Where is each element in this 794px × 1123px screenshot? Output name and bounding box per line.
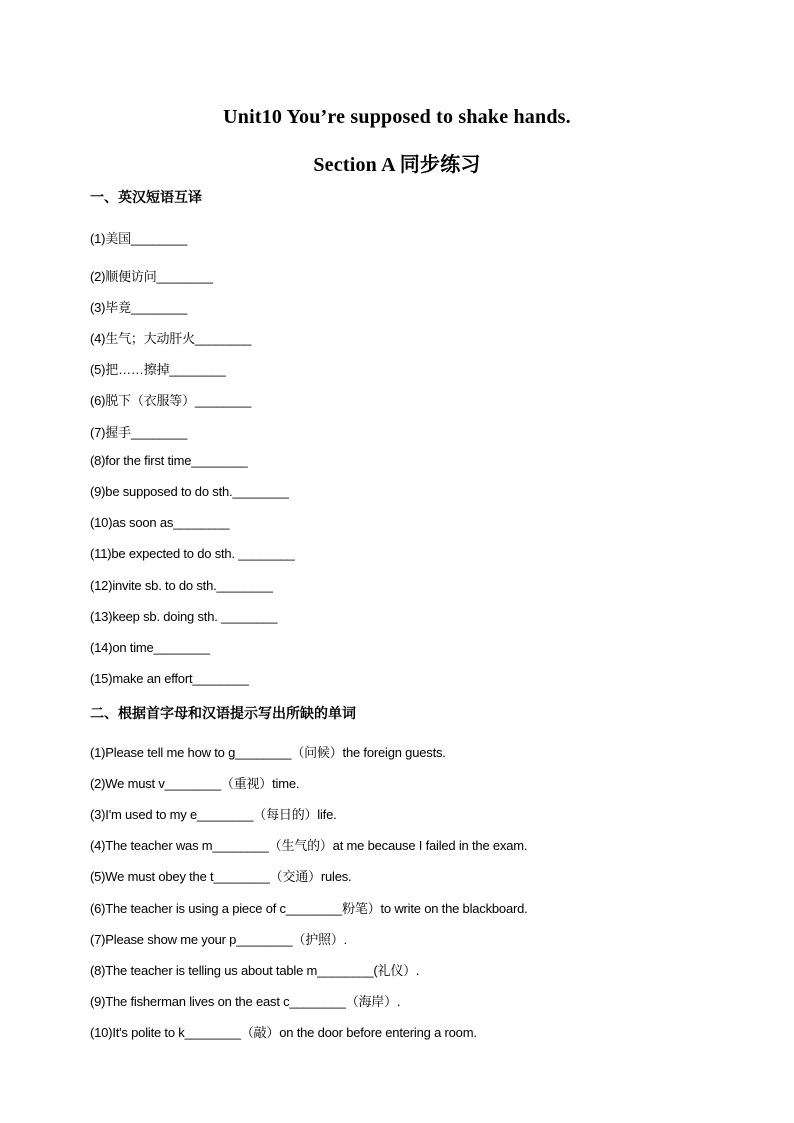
exercise-item: (12)invite sb. to do sth.________: [90, 578, 273, 593]
section-heading-phrases: 一、英汉短语互译: [90, 190, 202, 206]
exercise-item: (7)握手________: [90, 425, 188, 440]
exercise-item: (13)keep sb. doing sth. ________: [90, 609, 278, 624]
exercise-item: (4)生气；大动肝火________: [90, 331, 252, 346]
exercise-item: (1)Please tell me how to g________（问候）the foreign guests.: [90, 745, 446, 760]
exercise-item: (9)The fisherman lives on the east c________（海岸）.: [90, 994, 401, 1009]
exercise-item: (6)The teacher is using a piece of c________粉笔）to write on the blackboard.: [90, 901, 528, 916]
exercise-item: (3)毕竟________: [90, 300, 188, 315]
exercise-item: (3)I'm used to my e________（每日的）life.: [90, 807, 337, 822]
exercise-item: (1)美国________: [90, 231, 188, 246]
exercise-item: (11)be expected to do sth. ________: [90, 546, 295, 561]
exercise-item: (5)把……擦掉________: [90, 362, 226, 377]
exercise-item: (2)顺便访问________: [90, 269, 213, 284]
exercise-item: (8)The teacher is telling us about table m________(礼仪）.: [90, 963, 420, 978]
section-heading-fill-in: 二、根据首字母和汉语提示写出所缺的单词: [90, 706, 356, 722]
page-title: Unit10 You’re supposed to shake hands.: [223, 106, 571, 128]
exercise-item: (6)脱下（衣服等）________: [90, 393, 252, 408]
exercise-item: (5)We must obey the t________（交通）rules.: [90, 869, 352, 884]
exercise-item: (2)We must v________（重视）time.: [90, 776, 300, 791]
exercise-item: (7)Please show me your p________（护照）.: [90, 932, 348, 947]
exercise-item: (4)The teacher was m________（生气的）at me because I failed in the exam.: [90, 838, 528, 853]
exercise-item: (10)It's polite to k________（敲）on the door before entering a room.: [90, 1025, 477, 1040]
exercise-item: (14)on time________: [90, 640, 210, 655]
exercise-item: (15)make an effort________: [90, 671, 249, 686]
exercise-item: (10)as soon as________: [90, 515, 230, 530]
exercise-item: (9)be supposed to do sth.________: [90, 484, 289, 499]
exercise-item: (8)for the first time________: [90, 453, 248, 468]
page-subtitle: Section A 同步练习: [313, 154, 481, 176]
